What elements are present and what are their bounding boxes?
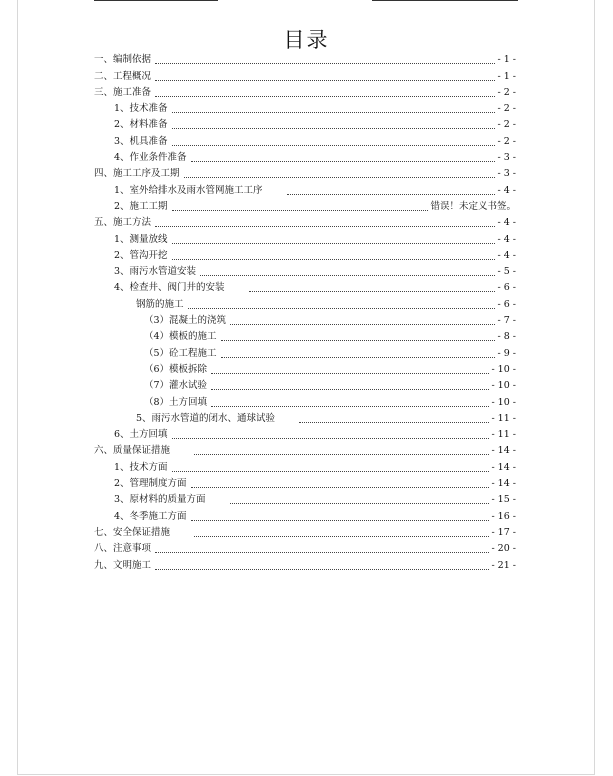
header-rule-right: [372, 0, 518, 1]
toc-dot-leader: [172, 259, 496, 260]
toc-dot-leader: [155, 96, 495, 97]
toc-entry-label: 1、技术准备: [114, 103, 168, 115]
toc-entry-label: 三、施工准备: [94, 86, 152, 98]
toc-entry-page: - 11 -: [491, 429, 516, 441]
toc-entry-page: - 3 -: [497, 168, 516, 180]
toc-entry[interactable]: [94, 457, 516, 473]
toc-entry[interactable]: [94, 197, 516, 213]
toc-entry-label: 八、注意事项: [94, 543, 152, 555]
toc-entry-label: （4）模板的施工: [144, 331, 217, 343]
toc-entry-label: 2、管沟开挖: [114, 249, 168, 261]
toc-dot-leader: [211, 373, 489, 374]
toc-entry-page: - 8 -: [497, 331, 516, 343]
toc-entry-label: 4、冬季施工方面: [114, 510, 187, 522]
toc-entry-page: - 2 -: [497, 86, 516, 98]
toc-dot-leader: [184, 177, 496, 178]
toc-entry[interactable]: [94, 99, 516, 115]
toc-entry-label: 3、雨污水管道安装: [114, 266, 197, 278]
toc-entry-page: - 2 -: [497, 135, 516, 147]
toc-dot-leader: [221, 340, 496, 341]
toc-entry-label: 2、管理制度方面: [114, 478, 187, 490]
toc-dot-leader: [172, 471, 490, 472]
toc-entry[interactable]: [94, 66, 516, 82]
toc-entry-page: - 20 -: [491, 543, 516, 555]
toc-entry[interactable]: [94, 409, 516, 425]
toc-entry-label: 5、雨污水管道的闭水、通球试验: [136, 412, 276, 424]
toc-entry[interactable]: [94, 262, 516, 278]
toc-entry-label: 3、原材料的质量方面: [114, 494, 206, 506]
toc-entry-page: - 2 -: [497, 103, 516, 115]
toc-dot-leader: [230, 503, 490, 504]
toc-entry[interactable]: [94, 539, 516, 555]
toc-entry[interactable]: [94, 83, 516, 99]
toc-entry-page: - 16 -: [491, 510, 516, 522]
toc-entry-page: - 5 -: [497, 266, 516, 278]
toc-entry[interactable]: [94, 115, 516, 131]
toc-dot-leader: [172, 112, 496, 113]
toc-entry[interactable]: [94, 555, 516, 571]
toc-dot-leader: [155, 63, 495, 64]
toc-entry[interactable]: [94, 343, 516, 359]
toc-entry-page: - 6 -: [497, 282, 516, 294]
toc-entry[interactable]: [94, 50, 516, 66]
toc-entry-label: （3）混凝土的浇筑: [144, 315, 227, 327]
toc-entry[interactable]: [94, 327, 516, 343]
toc-entry-label: （5）砼工程施工: [144, 347, 217, 359]
toc-dot-leader: [155, 80, 495, 81]
toc-entry-label: 1、室外给排水及雨水管网施工工序: [114, 184, 263, 196]
toc-dot-leader: [172, 128, 496, 129]
toc-entry[interactable]: [94, 392, 516, 408]
toc-dot-leader: [191, 161, 496, 162]
toc-entry-label: 四、施工工序及工期: [94, 168, 180, 180]
toc-dot-leader: [211, 389, 489, 390]
toc-entry-page: - 4 -: [497, 184, 516, 196]
toc-entry-label: 2、材料准备: [114, 119, 168, 131]
toc-entry-page: - 2 -: [497, 119, 516, 131]
toc-entry-page: - 11 -: [491, 412, 516, 424]
toc-dot-leader: [155, 552, 489, 553]
toc-entry[interactable]: [94, 278, 516, 294]
toc-entry-page: - 14 -: [491, 478, 516, 490]
toc-entry-label: 钢筋的施工: [136, 298, 184, 310]
toc-entry[interactable]: [94, 360, 516, 376]
toc-entry-label: 七、安全保证措施: [94, 526, 171, 538]
toc-entry-page: - 4 -: [497, 249, 516, 261]
toc-entry-page: - 4 -: [497, 233, 516, 245]
toc-entry[interactable]: [94, 131, 516, 147]
toc-dot-leader: [230, 324, 495, 325]
toc-dot-leader: [194, 454, 489, 455]
toc-dot-leader: [249, 291, 496, 292]
toc-entry-label: 二、工程概况: [94, 70, 152, 82]
toc-entry-label: 4、检查井、阀门井的安装: [114, 282, 225, 294]
toc-dot-leader: [287, 194, 496, 195]
toc-entry-page: - 14 -: [491, 445, 516, 457]
toc-entry-label: 1、测量放线: [114, 233, 168, 245]
toc-dot-leader: [172, 243, 496, 244]
toc-entry-label: （8）土方回填: [144, 396, 208, 408]
toc-entry[interactable]: [94, 376, 516, 392]
toc-entry[interactable]: [94, 441, 516, 457]
toc-entry-label: （7）灌水试验: [144, 380, 208, 392]
toc-entry-label: 6、土方回填: [114, 429, 168, 441]
header-rule-left: [94, 0, 218, 1]
toc-dot-leader: [200, 275, 495, 276]
toc-entry[interactable]: [94, 474, 516, 490]
toc-entry-page: - 10 -: [491, 396, 516, 408]
toc-entry-page: - 6 -: [497, 298, 516, 310]
toc-entry-page: - 9 -: [497, 347, 516, 359]
toc-entry[interactable]: [94, 180, 516, 196]
toc-entry[interactable]: [94, 425, 516, 441]
toc-dot-leader: [172, 210, 429, 211]
toc-entry-label: 3、机具准备: [114, 135, 168, 147]
toc-entry[interactable]: [94, 523, 516, 539]
toc-entry-page: - 21 -: [491, 559, 516, 571]
toc-entry[interactable]: [94, 506, 516, 522]
toc-entry-label: 九、文明施工: [94, 559, 152, 571]
toc-entry-page: - 7 -: [497, 315, 516, 327]
toc-entry-page: - 1 -: [497, 54, 516, 66]
toc-dot-leader: [188, 308, 496, 309]
toc-entry[interactable]: [94, 294, 516, 310]
toc-dot-leader: [191, 487, 490, 488]
toc-entry-page: - 14 -: [491, 461, 516, 473]
table-of-contents: [94, 50, 516, 572]
toc-entry-label: 六、质量保证措施: [94, 445, 171, 457]
toc-entry-label: 2、施工工期: [114, 200, 168, 212]
toc-entry-page: - 10 -: [491, 380, 516, 392]
toc-entry[interactable]: [94, 213, 516, 229]
toc-dot-leader: [155, 226, 495, 227]
toc-entry[interactable]: [94, 229, 516, 245]
toc-dot-leader: [299, 422, 489, 423]
toc-entry[interactable]: [94, 148, 516, 164]
toc-entry-page: - 4 -: [497, 217, 516, 229]
toc-entry[interactable]: [94, 164, 516, 180]
toc-entry-page: - 1 -: [497, 70, 516, 82]
toc-entry-page: - 3 -: [497, 152, 516, 164]
toc-entry-label: （6）模板拆除: [144, 363, 208, 375]
toc-entry[interactable]: [94, 490, 516, 506]
toc-entry-page: - 17 -: [491, 526, 516, 538]
toc-dot-leader: [172, 145, 496, 146]
toc-dot-leader: [194, 536, 489, 537]
toc-entry-label: 4、作业条件准备: [114, 152, 187, 164]
toc-entry-page: - 10 -: [491, 363, 516, 375]
toc-entry[interactable]: [94, 311, 516, 327]
toc-entry-page: - 15 -: [491, 494, 516, 506]
toc-dot-leader: [155, 569, 489, 570]
toc-entry[interactable]: [94, 246, 516, 262]
toc-dot-leader: [172, 438, 490, 439]
toc-entry-label: 五、施工方法: [94, 217, 152, 229]
page-title: 目录: [283, 28, 330, 52]
toc-dot-leader: [191, 520, 490, 521]
toc-entry-label: 一、编制依据: [94, 54, 152, 66]
toc-entry-label: 1、技术方面: [114, 461, 168, 473]
toc-dot-leader: [211, 406, 489, 407]
toc-entry-page: 错误！未定义书签。: [430, 200, 516, 212]
toc-dot-leader: [221, 357, 496, 358]
